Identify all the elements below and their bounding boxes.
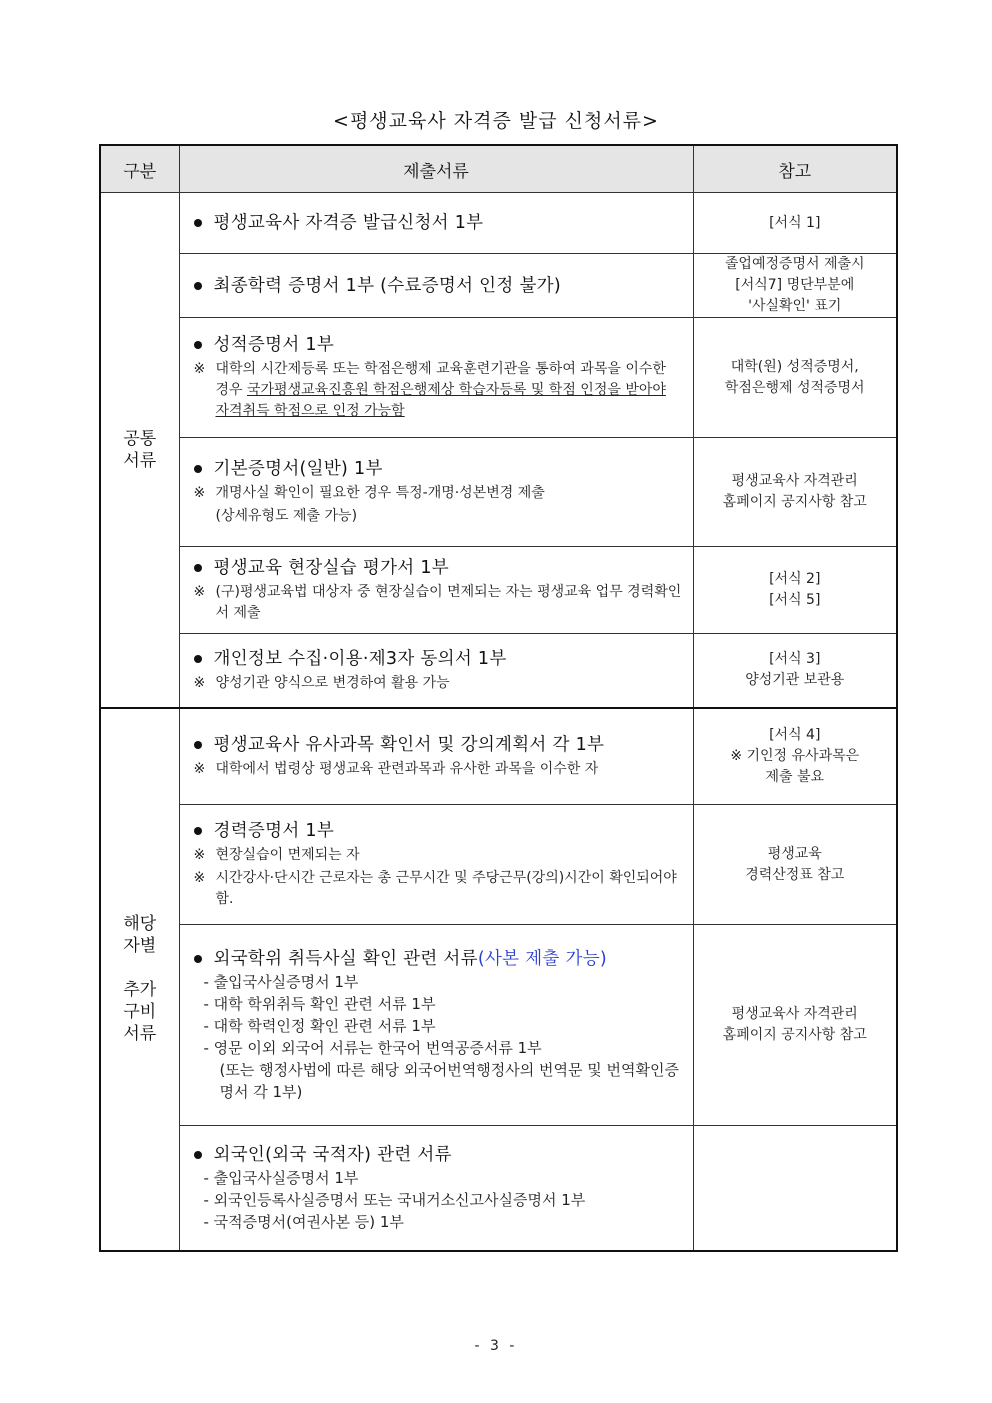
- reference-cell: 졸업예정증명서 제출시 [서식7] 명단부분에 '사실확인' 표기: [693, 254, 897, 318]
- document-cell: [179, 254, 693, 318]
- document-item: 최종학력 증명서 1부 (수료증명서 인정 불가): [213, 275, 561, 296]
- bullet-icon: [194, 465, 202, 473]
- document-cell: [179, 1126, 693, 1251]
- sub-item: - 출입국사실증명서 1부: [203, 973, 359, 991]
- reference-cell: 평생교육사 자격관리 홈페이지 공지사항 참고: [693, 438, 897, 547]
- header-reference: 참고: [693, 145, 897, 193]
- document-cell: [179, 805, 693, 925]
- document-item: 기본증명서(일반) 1부: [213, 459, 383, 479]
- bullet-icon: [194, 827, 202, 835]
- document-title: <평생교육사 자격증 발급 신청서류>: [333, 110, 659, 132]
- note-mark: ※: [193, 760, 206, 777]
- note-underlined-text: 국가평생교육진흥원 학점은행제상 학습자등록 및 학점 인정을 받아야 자격취득 학점으로 인정 가능함: [215, 382, 666, 419]
- document-cell: [179, 925, 693, 1126]
- sub-item: - 출입국사실증명서 1부: [203, 1168, 359, 1187]
- table-row: [100, 805, 897, 925]
- reference-cell: 평생교육 경력산정표 참고: [693, 805, 897, 925]
- document-item: 경력증명서 1부: [213, 821, 335, 841]
- note-text: 개명사실 확인이 필요한 경우 특정-개명·성본변경 제출: [215, 485, 545, 501]
- document-item: 외국인(외국 국적자) 관련 서류: [213, 1144, 452, 1165]
- category-common: 공통 서류: [100, 193, 179, 708]
- bullet-icon: [194, 741, 202, 749]
- table-header-row: [100, 145, 897, 193]
- document-cell: [179, 193, 693, 254]
- note-text: 시간강사·단시간 근로자는 총 근무시간 및 주당근무(강의)시간이 확인되어야 함.: [215, 870, 677, 907]
- note-mark: ※: [193, 361, 206, 377]
- note-text: (상세유형도 제출 가능): [215, 508, 358, 524]
- note-mark: ※: [193, 485, 206, 501]
- sub-item-continuation: (또는 행정사법에 따른 해당 외국어번역행정사의 번역문 및 번역확인증명서 각 1부): [219, 1061, 679, 1101]
- sub-item: - 대학 학력인정 확인 관련 서류 1부: [203, 1017, 436, 1035]
- header-category: 구분: [100, 145, 179, 193]
- note-text: 현장실습이 면제되는 자: [215, 847, 360, 863]
- note-mark: ※: [193, 674, 206, 691]
- sub-item: - 국적증명서(여권사본 등) 1부: [203, 1212, 404, 1231]
- reference-cell: 대학(원) 성적증명서, 학점은행제 성적증명서: [693, 318, 897, 438]
- sub-item: - 영문 이외 외국어 서류는 한국어 번역공증서류 1부: [203, 1039, 542, 1057]
- note-text: 대학에서 법령상 평생교육 관련과목과 유사한 과목을 이수한 자: [215, 760, 599, 777]
- document-item: 외국학위 취득사실 확인 관련 서류: [213, 949, 478, 969]
- bullet-icon: [194, 1151, 202, 1159]
- reference-cell: [서식 2] [서식 5]: [693, 547, 897, 634]
- reference-cell: [서식 4] ※ 기인정 유사과목은 제출 불요: [693, 708, 897, 805]
- table-row: [100, 708, 897, 805]
- table-row: [100, 193, 897, 254]
- page-number: - 3 -: [474, 1338, 518, 1354]
- table-row: [100, 254, 897, 318]
- table-row: [100, 318, 897, 438]
- document-cell: [179, 438, 693, 547]
- reference-cell: [서식 3] 양성기관 보관용: [693, 634, 897, 708]
- document-cell: [179, 634, 693, 708]
- document-item: 성적증명서 1부: [213, 335, 335, 355]
- document-item: 평생교육 현장실습 평가서 1부: [213, 558, 449, 578]
- header-documents: 제출서류: [179, 145, 693, 193]
- reference-cell: [서식 1]: [693, 193, 897, 254]
- bullet-icon: [194, 955, 202, 963]
- sub-item: - 대학 학위취득 확인 관련 서류 1부: [203, 995, 436, 1013]
- table-row: [100, 634, 897, 708]
- document-cell: [179, 547, 693, 634]
- document-item: 평생교육사 유사과목 확인서 및 강의계획서 각 1부: [213, 734, 605, 755]
- sub-item: - 외국인등록사실증명서 또는 국내거소신고사실증명서 1부: [203, 1190, 586, 1209]
- table-row: [100, 1126, 897, 1251]
- table-row: [100, 438, 897, 547]
- category-additional: 해당 자별 추가 구비 서류: [100, 708, 179, 1251]
- bullet-icon: [194, 341, 202, 349]
- table-row: [100, 925, 897, 1126]
- note-text: 대학의 시간제등록 또는 학점은행제 교육훈련기관을 통하여 과목을 이수한 경우: [215, 361, 666, 398]
- bullet-icon: [194, 655, 202, 663]
- document-item-highlight: (사본 제출 가능): [477, 949, 608, 969]
- note-mark: ※: [193, 870, 206, 886]
- document-item: 평생교육사 자격증 발급신청서 1부: [213, 213, 484, 233]
- note-mark: ※: [193, 847, 206, 863]
- note-text: 양성기관 양식으로 변경하여 활용 가능: [215, 674, 450, 691]
- document-table: [99, 144, 898, 1252]
- table-row: [100, 547, 897, 634]
- document-cell: [179, 708, 693, 805]
- document-cell: [179, 318, 693, 438]
- bullet-icon: [194, 219, 202, 227]
- reference-cell: [693, 1126, 897, 1251]
- note-text: (구)평생교육법 대상자 중 현장실습이 면제되는 자는 평생교육 업무 경력확인서 제출: [215, 584, 682, 621]
- note-mark: ※: [193, 584, 206, 600]
- bullet-icon: [194, 282, 202, 290]
- reference-cell: 평생교육사 자격관리 홈페이지 공지사항 참고: [693, 925, 897, 1126]
- document-item: 개인정보 수집·이용·제3자 동의서 1부: [213, 648, 507, 669]
- bullet-icon: [194, 564, 202, 572]
